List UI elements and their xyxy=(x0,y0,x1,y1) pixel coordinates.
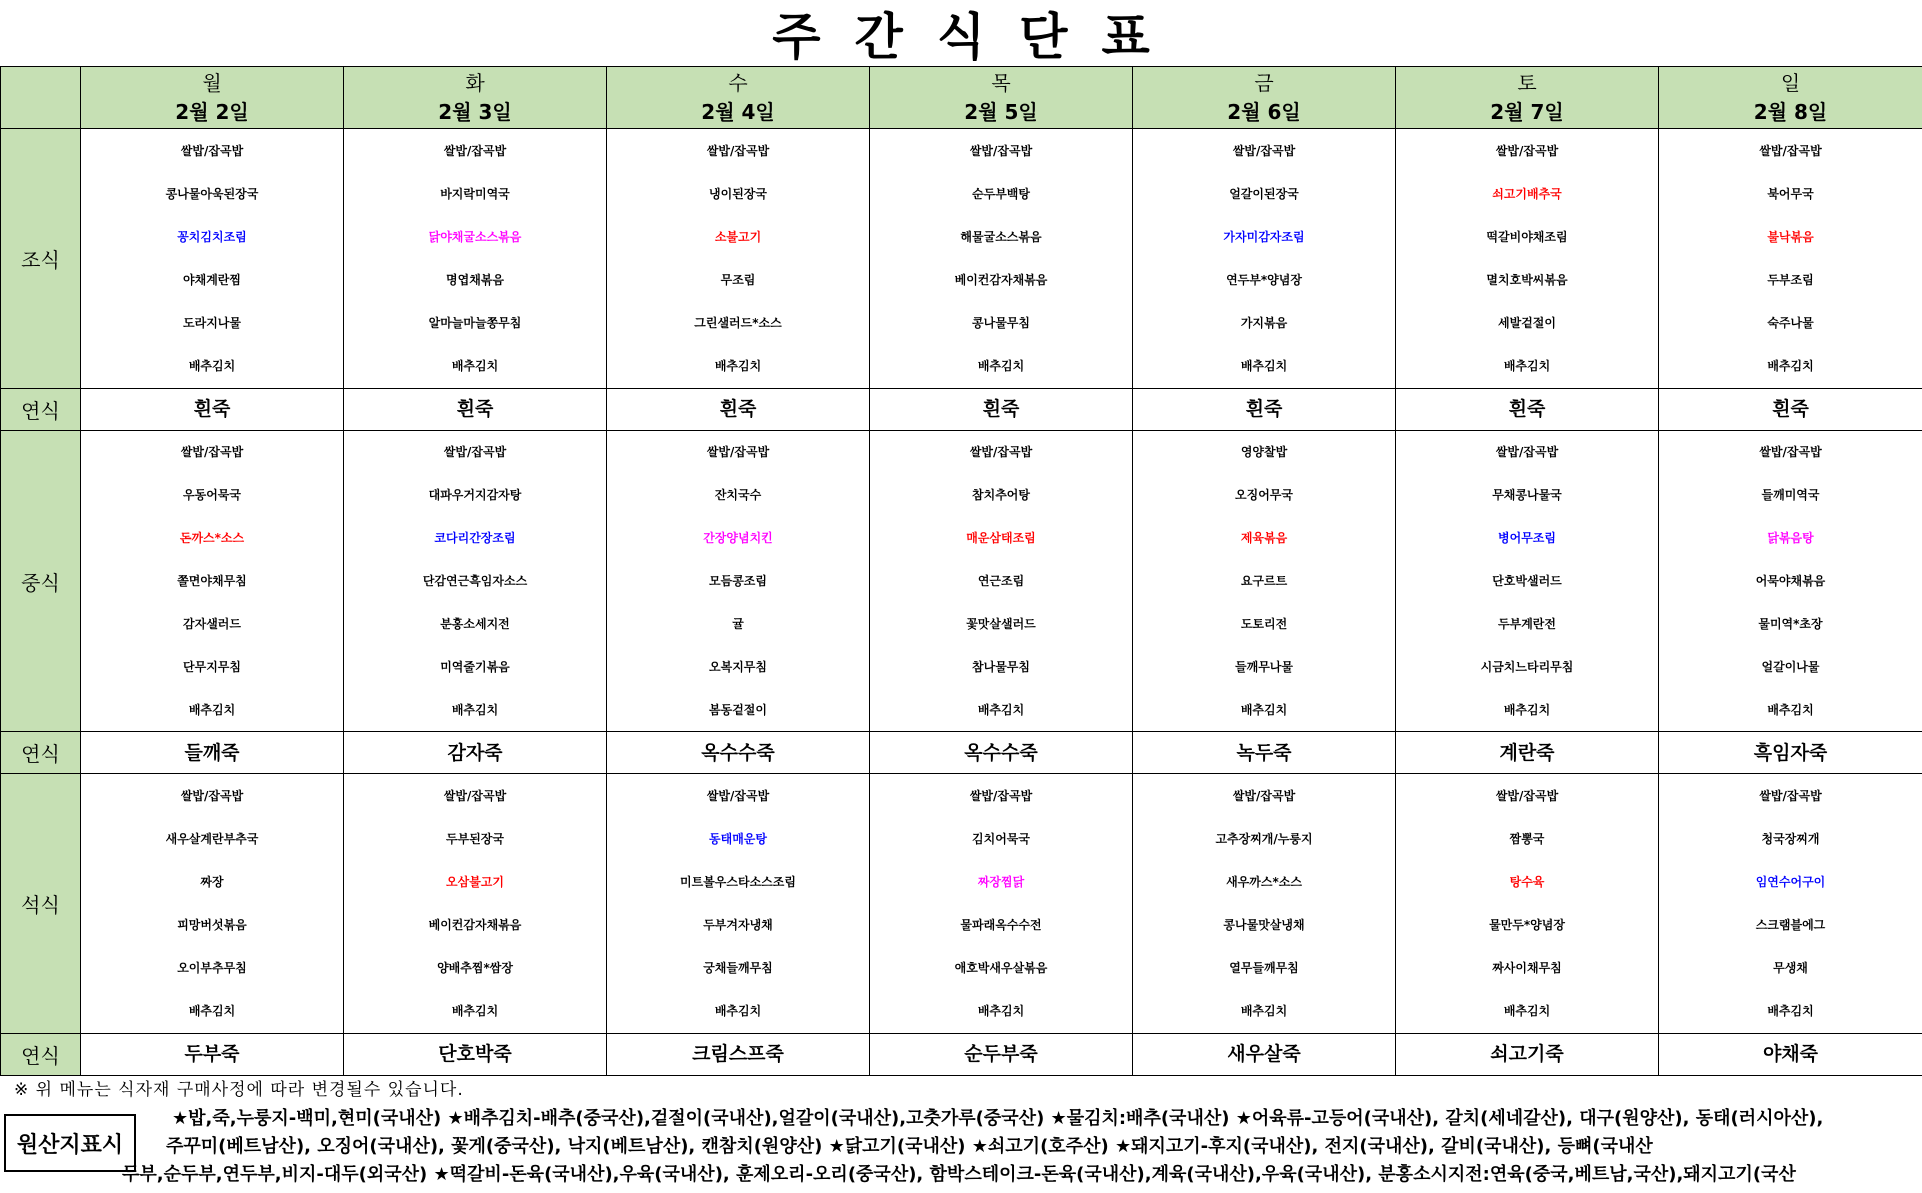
menu-item: 코다리간장조림 xyxy=(434,531,516,546)
menu-item: 얼갈이된장국 xyxy=(1229,186,1299,201)
snack-item: 순두부죽 xyxy=(964,1043,1038,1066)
snack-item: 흰죽 xyxy=(982,398,1020,421)
day-header xyxy=(1133,67,1396,129)
menu-item: 쌀밥/잡곡밥 xyxy=(1759,445,1822,460)
menu-item: 오복지무침 xyxy=(709,659,767,674)
menu-cell xyxy=(1133,430,1396,731)
snack-item: 새우살죽 xyxy=(1227,1043,1301,1066)
meal-label: 연식 xyxy=(1,732,81,774)
menu-cell xyxy=(1133,129,1396,388)
menu-item: 가지볶음 xyxy=(1240,316,1288,330)
menu-item: 그린샐러드*소스 xyxy=(694,316,782,330)
day-date: 2월 4일 xyxy=(701,99,775,124)
menu-item: 쇠고기배추국 xyxy=(1492,186,1562,201)
menu-cell xyxy=(1396,430,1659,731)
menu-item: 꽁치김치조림 xyxy=(177,229,247,244)
menu-item: 도라지나물 xyxy=(183,316,241,330)
snack-item: 흰죽 xyxy=(193,398,231,421)
snack-item: 감자죽 xyxy=(447,741,503,764)
menu-cell xyxy=(870,774,1133,1033)
menu-item: 쌀밥/잡곡밥 xyxy=(1232,788,1296,803)
day-name: 토 xyxy=(1517,70,1537,95)
menu-cell xyxy=(344,430,607,731)
day-date: 2월 7일 xyxy=(1490,99,1564,124)
menu-item: 배추김치 xyxy=(188,359,236,374)
menu-item: 대파우거지감자탕 xyxy=(428,488,522,503)
day-date: 2월 5일 xyxy=(964,99,1038,124)
menu-cell xyxy=(1133,732,1396,774)
menu-cell xyxy=(344,129,607,388)
menu-item: 짜장찜닭 xyxy=(977,875,1025,890)
menu-item: 쌀밥/잡곡밥 xyxy=(969,788,1033,803)
menu-cell xyxy=(1659,388,1922,430)
meal-row xyxy=(1,774,1922,1033)
menu-item: 새우살계란부추국 xyxy=(165,832,259,847)
menu-item: 쌀밥/잡곡밥 xyxy=(706,788,770,803)
snack-row xyxy=(1,1033,1922,1075)
snack-item: 들깨죽 xyxy=(184,741,240,764)
day-header xyxy=(1396,67,1659,129)
menu-cell xyxy=(81,774,344,1033)
snack-item: 흑임자죽 xyxy=(1753,741,1828,764)
menu-cell xyxy=(1396,732,1659,774)
menu-item: 배추김치 xyxy=(1503,702,1551,717)
menu-item: 소불고기 xyxy=(714,229,762,244)
menu-item: 배추김치 xyxy=(977,1004,1025,1019)
day-date: 2월 3일 xyxy=(438,99,512,124)
menu-cell xyxy=(870,1033,1133,1075)
meal-label: 조식 xyxy=(1,129,81,388)
menu-item: 배추김치 xyxy=(714,1004,762,1019)
menu-item: 쌀밥/잡곡밥 xyxy=(1759,143,1822,158)
menu-item: 배추김치 xyxy=(1240,1004,1288,1019)
weekly-menu-table xyxy=(0,66,1922,1076)
menu-cell xyxy=(1659,430,1922,731)
menu-item: 매운삼태조림 xyxy=(966,531,1036,546)
day-date: 2월 8일 xyxy=(1753,99,1828,124)
menu-item: 배추김치 xyxy=(1240,359,1288,374)
day-name: 화 xyxy=(465,70,485,95)
menu-item: 해물굴소스볶음 xyxy=(960,229,1042,244)
page-title: 주간식단표 xyxy=(772,7,1184,66)
day-header xyxy=(344,67,607,129)
menu-item: 불낙볶음 xyxy=(1767,229,1814,244)
menu-item: 애호박새우살볶음 xyxy=(954,961,1048,976)
menu-cell xyxy=(344,388,607,430)
menu-item: 참나물무침 xyxy=(972,659,1030,674)
menu-item: 두부조림 xyxy=(1767,272,1814,287)
menu-item: 단무지무침 xyxy=(183,659,241,674)
menu-item: 짬뽕국 xyxy=(1509,832,1545,847)
menu-item: 배추김치 xyxy=(1503,359,1551,374)
menu-item: 봄동겉절이 xyxy=(709,702,767,717)
menu-item: 배추김치 xyxy=(451,702,499,717)
menu-item: 미역줄기볶음 xyxy=(440,659,510,674)
menu-cell xyxy=(81,388,344,430)
menu-item: 돈까스*소스 xyxy=(179,531,245,546)
menu-item: 냉이된장국 xyxy=(709,186,767,201)
menu-item: 배추김치 xyxy=(1240,702,1288,717)
menu-cell xyxy=(870,732,1133,774)
snack-item: 녹두죽 xyxy=(1236,741,1292,764)
menu-item: 잔치국수 xyxy=(714,488,762,503)
menu-item: 어묵야채볶음 xyxy=(1755,574,1826,588)
menu-item: 쌀밥/잡곡밥 xyxy=(1232,143,1296,158)
menu-item: 배추김치 xyxy=(977,702,1025,717)
menu-item: 스크램블에그 xyxy=(1755,918,1826,933)
snack-item: 흰죽 xyxy=(456,398,494,421)
menu-item: 배추김치 xyxy=(1503,1004,1551,1019)
menu-item: 간장양념치킨 xyxy=(703,531,773,546)
menu-cell xyxy=(81,129,344,388)
menu-item: 멸치호박씨볶음 xyxy=(1486,272,1568,287)
menu-item: 감자샐러드 xyxy=(183,616,241,631)
meal-label: 연식 xyxy=(1,1033,81,1075)
menu-item: 알마늘마늘쫑무침 xyxy=(428,316,522,330)
menu-item: 쌀밥/잡곡밥 xyxy=(706,143,770,158)
day-name: 목 xyxy=(991,70,1011,95)
menu-item: 병어무조림 xyxy=(1498,531,1556,546)
menu-item: 무생채 xyxy=(1773,961,1808,976)
menu-item: 베이컨감자채볶음 xyxy=(954,272,1048,287)
menu-cell xyxy=(607,1033,870,1075)
menu-item: 도토리전 xyxy=(1240,616,1288,631)
snack-item: 옥수수죽 xyxy=(701,741,775,764)
day-date: 2월 2일 xyxy=(175,99,249,124)
menu-item: 쌀밥/잡곡밥 xyxy=(443,788,507,803)
menu-cell xyxy=(870,430,1133,731)
snack-row xyxy=(1,388,1922,430)
menu-item: 들깨무나물 xyxy=(1235,659,1293,674)
menu-item: 쌀밥/잡곡밥 xyxy=(1495,143,1559,158)
meal-label: 중식 xyxy=(1,430,81,731)
menu-item: 모듬콩조림 xyxy=(709,574,767,588)
snack-row xyxy=(1,732,1922,774)
menu-item: 닭야채굴소스볶음 xyxy=(428,229,522,244)
menu-item: 임연수어구이 xyxy=(1755,875,1826,890)
menu-item: 두부된장국 xyxy=(446,832,504,847)
day-header xyxy=(870,67,1133,129)
menu-item: 열무들깨무침 xyxy=(1229,961,1299,976)
meal-label: 석식 xyxy=(1,774,81,1033)
day-header xyxy=(1659,67,1922,129)
menu-item: 우동어묵국 xyxy=(183,488,241,503)
menu-item: 분홍소세지전 xyxy=(440,616,510,631)
day-header xyxy=(607,67,870,129)
snack-item: 두부죽 xyxy=(184,1043,240,1066)
menu-cell xyxy=(344,774,607,1033)
menu-cell xyxy=(81,1033,344,1075)
menu-item: 탕수육 xyxy=(1509,875,1545,890)
menu-item: 제육볶음 xyxy=(1240,531,1288,546)
menu-cell xyxy=(607,732,870,774)
menu-cell xyxy=(870,388,1133,430)
menu-cell xyxy=(607,129,870,388)
menu-item: 야채계란찜 xyxy=(183,272,241,287)
menu-item: 단호박샐러드 xyxy=(1492,574,1562,588)
menu-item: 단감연근흑임자소스 xyxy=(422,574,528,588)
menu-item: 순두부백탕 xyxy=(972,186,1030,201)
menu-cell xyxy=(81,430,344,731)
menu-item: 배추김치 xyxy=(1767,702,1814,717)
day-name: 월 xyxy=(202,70,222,95)
menu-cell xyxy=(1396,129,1659,388)
menu-item: 두부겨자냉채 xyxy=(703,918,773,933)
menu-item: 영양찰밥 xyxy=(1240,445,1288,460)
menu-item: 닭볶음탕 xyxy=(1767,531,1814,546)
day-name: 금 xyxy=(1254,70,1274,95)
menu-cell xyxy=(1396,388,1659,430)
menu-cell xyxy=(1133,388,1396,430)
menu-change-note: ※ 위 메뉴는 식자재 구매사정에 따라 변경될수 있습니다. xyxy=(14,1080,464,1100)
menu-item: 물미역*초장 xyxy=(1758,616,1823,631)
menu-item: 궁채들깨무침 xyxy=(703,961,773,976)
menu-cell xyxy=(1659,732,1922,774)
menu-item: 피망버섯볶음 xyxy=(177,918,247,933)
menu-cell xyxy=(81,732,344,774)
menu-item: 쌀밥/잡곡밥 xyxy=(180,445,244,460)
menu-item: 무조림 xyxy=(720,272,756,287)
menu-item: 배추김치 xyxy=(451,1004,499,1019)
menu-item: 베이컨감자채볶음 xyxy=(428,918,522,933)
menu-item: 배추김치 xyxy=(188,1004,236,1019)
menu-item: 쫄면야채무침 xyxy=(177,574,247,588)
meal-row xyxy=(1,430,1922,731)
menu-item: 새우까스*소스 xyxy=(1226,875,1302,890)
menu-item: 세발겉절이 xyxy=(1498,316,1556,330)
menu-item: 배추김치 xyxy=(1767,1004,1814,1019)
menu-item: 양배추찜*쌈장 xyxy=(437,961,513,976)
menu-item: 시금치느타리무침 xyxy=(1480,659,1574,674)
menu-item: 오삼불고기 xyxy=(446,875,504,890)
snack-item: 옥수수죽 xyxy=(964,741,1038,764)
snack-item: 야채죽 xyxy=(1762,1043,1819,1066)
menu-item: 떡갈비야채조림 xyxy=(1486,229,1568,244)
menu-item: 숙주나물 xyxy=(1767,316,1814,330)
menu-item: 쌀밥/잡곡밥 xyxy=(1759,788,1822,803)
menu-item: 귤 xyxy=(732,616,744,631)
menu-item: 쌀밥/잡곡밥 xyxy=(969,445,1033,460)
menu-item: 오이부추무침 xyxy=(177,961,247,976)
menu-item: 명엽채볶음 xyxy=(446,272,504,287)
day-name: 일 xyxy=(1780,70,1801,95)
menu-item: 콩나물맛살냉채 xyxy=(1223,918,1305,933)
menu-item: 쌀밥/잡곡밥 xyxy=(1495,445,1559,460)
menu-cell xyxy=(1659,129,1922,388)
menu-item: 쌀밥/잡곡밥 xyxy=(706,445,770,460)
menu-item: 콩나물아욱된장국 xyxy=(165,186,259,201)
menu-item: 배추김치 xyxy=(977,359,1025,374)
snack-item: 계란죽 xyxy=(1499,741,1555,764)
menu-item: 참치추어탕 xyxy=(972,488,1030,503)
menu-item: 배추김치 xyxy=(714,359,762,374)
menu-item: 오징어무국 xyxy=(1235,488,1293,503)
meal-label: 연식 xyxy=(1,388,81,430)
origin-line: 두부,순두부,연두부,비지-대두(외국산) ★떡갈비-돈육(국내산),우육(국내산), 훈제오리-오리(중국산), 함박스테이크-돈육(국내산),계육(국내산),우육(국내산), 분홍소시지전:연육(중국,베트남,국산),돼지고기(국산 xyxy=(122,1164,1796,1185)
menu-item: 고추장찌개/누룽지 xyxy=(1215,832,1313,847)
origin-label: 원산지표시 xyxy=(4,1114,136,1172)
snack-item: 쇠고기죽 xyxy=(1490,1043,1564,1066)
header-corner xyxy=(1,67,81,129)
menu-item: 쌀밥/잡곡밥 xyxy=(443,143,507,158)
menu-cell xyxy=(1133,1033,1396,1075)
menu-item: 두부계란전 xyxy=(1498,616,1556,631)
menu-item: 무채콩나물국 xyxy=(1492,488,1562,503)
menu-item: 콩나물무침 xyxy=(972,316,1030,330)
snack-item: 흰죽 xyxy=(719,398,757,421)
snack-item: 흰죽 xyxy=(1245,398,1283,421)
menu-item: 요구르트 xyxy=(1240,574,1288,588)
menu-item: 쌀밥/잡곡밥 xyxy=(180,143,244,158)
menu-item: 배추김치 xyxy=(1767,359,1814,374)
day-name: 수 xyxy=(728,70,748,95)
menu-item: 쌀밥/잡곡밥 xyxy=(969,143,1033,158)
day-header xyxy=(81,67,344,129)
meal-row xyxy=(1,129,1922,388)
menu-item: 꽃맛살샐러드 xyxy=(966,616,1036,631)
menu-item: 배추김치 xyxy=(188,702,236,717)
menu-item: 쌀밥/잡곡밥 xyxy=(180,788,244,803)
menu-cell xyxy=(607,388,870,430)
snack-item: 흰죽 xyxy=(1772,398,1809,421)
menu-cell xyxy=(344,732,607,774)
menu-item: 물만두*양념장 xyxy=(1489,918,1565,933)
menu-item: 김치어묵국 xyxy=(972,832,1030,847)
menu-item: 배추김치 xyxy=(451,359,499,374)
menu-cell xyxy=(1659,774,1922,1033)
day-date: 2월 6일 xyxy=(1227,99,1301,124)
menu-cell xyxy=(607,774,870,1033)
menu-item: 쌀밥/잡곡밥 xyxy=(443,445,507,460)
snack-item: 흰죽 xyxy=(1508,398,1546,421)
menu-item: 짜사이채무침 xyxy=(1492,961,1562,976)
menu-item: 쌀밥/잡곡밥 xyxy=(1495,788,1559,803)
menu-cell xyxy=(1659,1033,1922,1075)
origin-line: 주꾸미(베트남산), 오징어(국내산), 꽃게(중국산), 낙지(베트남산), 캔참치(원양산) ★닭고기(국내산) ★쇠고기(호주산) ★돼지고기-후지(국내산), 전지(국내산), 갈비(국내산), 등뼈(국내산 xyxy=(166,1136,1653,1157)
menu-cell xyxy=(870,129,1133,388)
menu-cell xyxy=(344,1033,607,1075)
menu-item: 청국장찌개 xyxy=(1761,832,1820,847)
menu-item: 미트볼우스타소스조림 xyxy=(680,875,796,890)
menu-item: 얼갈이나물 xyxy=(1761,659,1820,674)
origin-line: ★밥,죽,누룽지-백미,현미(국내산) ★배추김치-배추(중국산),겉절이(국내산),얼갈이(국내산),고춧가루(중국산) ★물김치:배추(국내산) ★어육류-고등어(국내산), 갈치(세네갈산), 대구(원양산), 동태(러시아산), xyxy=(172,1108,1824,1129)
menu-item: 물파래옥수수전 xyxy=(960,918,1042,933)
snack-item: 크림스프죽 xyxy=(692,1043,784,1066)
menu-cell xyxy=(1396,774,1659,1033)
menu-item: 들깨미역국 xyxy=(1761,488,1820,503)
menu-item: 짜장 xyxy=(200,875,224,890)
menu-cell xyxy=(1396,1033,1659,1075)
menu-cell xyxy=(607,430,870,731)
menu-item: 연근조림 xyxy=(977,574,1025,588)
menu-item: 북어무국 xyxy=(1767,186,1814,201)
menu-item: 가자미감자조림 xyxy=(1223,229,1305,244)
menu-item: 연두부*양념장 xyxy=(1226,272,1302,287)
snack-item: 단호박죽 xyxy=(438,1043,512,1066)
menu-cell xyxy=(1133,774,1396,1033)
menu-item: 바지락미역국 xyxy=(440,186,510,201)
menu-item: 동태매운탕 xyxy=(709,832,767,847)
